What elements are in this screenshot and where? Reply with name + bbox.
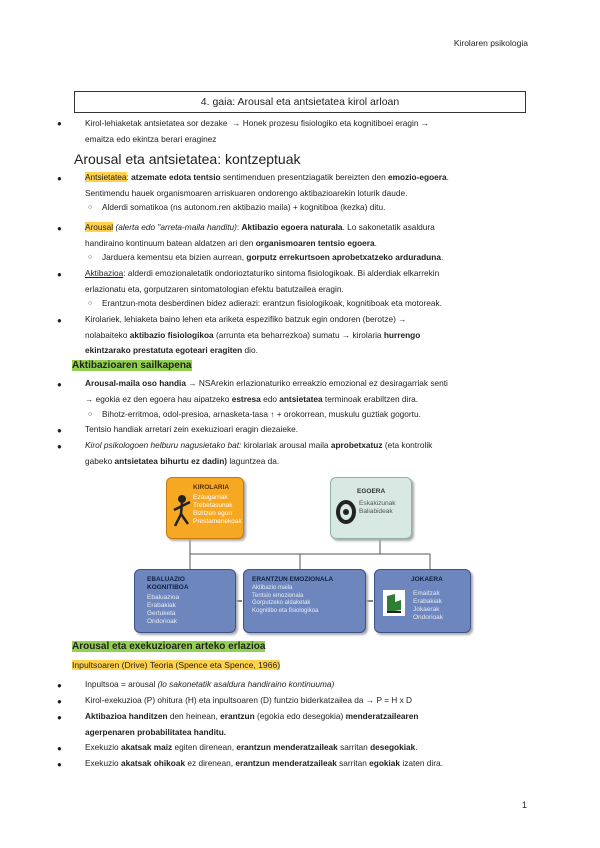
box-item: Ondorioak [147,618,177,625]
bold-text: Aktibazioa handitzen [85,711,168,721]
text: : alderdi emozionaletatik ondorioztaturiko sintoma fisiologikoak. Bi alderdiak elkarrekin [123,268,440,278]
box-items [413,590,443,622]
box-jokaera [374,569,471,633]
bullet: ● [57,316,62,325]
concept-kirolariek [85,312,530,359]
running-header: Kirolaren psikologia [453,38,528,48]
text: . Lo sakonetatik asaldura [342,222,435,232]
box-title: KIROLARIA [193,484,230,491]
box-items [147,594,179,626]
sub-item [102,250,528,266]
text: Kirolariek, lehiaketa baino lehen eta ariketa espezifiko batzuk egin ondoren (berotze) → [85,314,407,324]
box-item: Emaitzak [413,590,440,597]
bullet: ● [57,224,62,233]
box-title-line: EBALUAZIO [147,576,185,583]
intro-text: emaitza edo ekintza berari eraginez [85,133,217,144]
theory-heading: Inpultsoaren (Drive) Teoria (Spence eta Spence, 1966) [72,660,281,670]
concept-arousal [85,220,530,251]
italic-text: (lo sakonetatik asaldura handiraino kontinuuma) [157,679,335,689]
flag-icon [381,588,407,618]
box-item: Gertuketa [147,610,176,617]
box-item: Ezaugarriak [193,494,228,501]
term-arousal: Arousal [85,222,114,232]
text: izaten dira. [402,758,443,768]
text: (egokia edo desegokia) [257,711,344,721]
text: erlazionatu eta, gorputzaren sintomatologian efektu batutzailea eragin. [85,283,344,294]
italic-text: Kirol psikologoen helburu nagusietako bat: [85,440,242,450]
box-item: Trebetasunak [193,502,233,509]
athlete-icon [171,494,193,528]
bullet: ● [57,681,62,690]
bold-text: desegokiak [370,742,416,752]
sub-bullet: ○ [88,300,93,307]
bold-text: agerpenaren probabilitatea handitu. [85,726,227,737]
box-title: EGOERA [357,488,386,495]
bullet: ● [57,760,62,769]
box-items [252,585,318,615]
box-items [359,500,396,516]
text: sarritan [339,758,367,768]
box-title-line: KOGNITIBOA [147,584,189,591]
classif-item: Tentsio handiak arretari zein exekuzioari eragin diezaieke. [85,424,299,434]
text: Jarduera kementsu eta bizien aurrean, [102,252,245,262]
box-items [193,494,242,526]
bold-text: atzemate edota tentsio [131,172,221,182]
sub-bullet: ○ [88,254,93,261]
box-item: Tentsio emozionala [252,592,304,599]
text: nolabaiteko [85,329,128,340]
text: handiraino kontinuum batean aldatzen ari den [85,237,254,248]
text: : [126,172,129,182]
term-aktibazioa: Aktibazioa [85,268,124,278]
sub-bullet: ○ [88,204,93,211]
drive-item [85,709,530,740]
sub-bullet: ○ [88,411,93,418]
bold-text: akatsak ohikoak [120,758,186,768]
subsection-heading: Arousal eta exekuzioaren arteko erlazioa [72,641,266,652]
text: → NSArekin erlazionaturiko erreakzio emozional ez desiragarriak senti [188,378,448,388]
box-item: Eskakizunak [359,500,396,507]
bold-text: estresa [231,393,261,404]
box-kirolaria [166,477,244,539]
term-antsietatea: Antsietatea [85,172,127,182]
bold-text: akatsak maiz [120,742,173,752]
box-item: Ondorioak [413,614,443,621]
subsection-heading: Aktibazioaren sailkapena [72,360,192,371]
box-ebaluazio [134,569,236,633]
text: ez direnean, [187,758,234,768]
italic-text: (alerta edo "arreta-maila handitu) [115,222,237,232]
bold-text: ekintzarako prestatuta egoteari eragiten [85,345,243,355]
bold-text: antsietatea [279,393,323,404]
box-item: Kognitibo eta fisiologikoa [252,607,319,614]
box-item: Aktibazio maila [252,585,293,591]
intro-text: → Honek prozesu fisiologiko eta kognitiboei eragin → [232,118,430,128]
classif-item [85,438,530,469]
box-title [147,576,189,592]
bold-text: organismoaren tentsio egoera [255,237,375,248]
text: edo [263,393,277,404]
box-item: Prestamenekoak [193,518,242,525]
text: : [236,222,240,232]
bold-text: erantzun menderatzaileak [235,758,337,768]
box-item: Bizitzen egon [193,510,233,517]
concept-aktibazioa [85,266,530,297]
text: (eta kontrolik [384,440,433,450]
intro-text: Kirol-lehiaketak antsietatea sor dezake [85,118,228,128]
box-title: JOKAERA [411,576,443,583]
sub-item: Alderdi somatikoa (ns autonom.ren aktibazio maila) + kognitiboa (kezka) ditu. [102,202,386,212]
stress-model-diagram [130,471,475,634]
text: sarritan [340,742,368,752]
drive-item [85,677,530,693]
bold-text: Aktibazio egoera naturala [241,222,343,232]
box-item: Gorputzeko aldaketak [252,600,311,606]
bold-text: menderatzailearen [345,711,419,721]
bold-text: erantzun [220,711,255,721]
text: terminoak erabiltzen dira. [324,393,419,404]
box-item: Erabakiak [147,602,176,609]
sub-item: Bihotz-erritmoa, odol-presioa, arnasketa-tasa ↑ + orokorrean, muskulu guztiak gogortu. [102,409,421,419]
classif-item [85,376,530,407]
bold-text: erantzun menderatzaileak [236,742,338,752]
text: Sentimendu hauek organismoaren arriskuaren ondorengo aktibazioarekin loturik daude. [85,187,408,198]
text: . [446,172,449,182]
box-item: Ebaluazioa [147,594,180,601]
text: den heinean, [169,711,218,721]
drive-item [85,740,530,756]
box-item: Baliabideak [359,508,393,515]
page-title: 4. gaia: Arousal eta antsietatea kirol arloan [74,91,526,113]
bold-text: egokiak [369,758,401,768]
bold-text: emozio-egoera [388,172,447,182]
text: dio. [244,345,258,355]
drive-item [85,756,530,772]
bullet: ● [57,119,62,128]
text: egiten direnean, [174,742,235,752]
intro-paragraph [85,116,530,147]
text: sentimenduen presentziagatik bereizten den [222,172,386,182]
bold-text: gorputz errekurtsoen aprobetxatzeko arduraduna [246,252,441,262]
bullet: ● [57,442,62,451]
text: → egokia ez den egoera hau aipatzeko [85,393,230,404]
shield-icon [334,496,358,526]
text: (arrunta eta beharrezkoa) sumatu → kirolaria [215,329,382,340]
text: laguntzea da. [229,455,280,466]
text: . [415,742,418,752]
bullet: ● [57,713,62,722]
bold-text: antsietatea bihurtu ez dadin) [114,455,228,466]
box-item: Jokaerak [413,606,440,613]
text: gabeko [85,455,113,466]
bold-text: aktibazio fisiologikoa [129,329,214,340]
bold-text: hurrengo [383,329,421,340]
concept-antsietatea [85,170,530,201]
box-item: Erabakiak [413,598,442,605]
section-heading: Arousal eta antsietatea: kontzeptuak [74,151,301,167]
text: Inpultsoa = arousal [85,679,156,689]
box-egoera [330,477,412,539]
bullet: ● [57,426,62,435]
bullet: ● [57,270,62,279]
text: . [374,237,377,248]
bullet: ● [57,744,62,753]
box-erantzun [243,569,366,633]
bold-text: Arousal-maila oso handia [85,378,186,388]
text: kirolariak arousal maila [243,440,329,450]
text: . [440,252,444,262]
sub-item: Erantzun-mota desberdinen bidez adierazi: erantzun fisiologikoak, kognitiboak eta motoreak. [102,298,442,308]
bullet: ● [57,380,62,389]
bullet: ● [57,697,62,706]
bullet: ● [57,174,62,183]
drive-item: Kirol-exekuzioa (P) ohitura (H) eta inpultsoaren (D) funtzio biderkatzailea da → P = H x D [85,695,413,705]
box-title: ERANTZUN EMOZIONALA [252,576,334,583]
bold-text: aprobetxatuz [330,440,383,450]
text: Exekuzio [85,758,119,768]
page-number: 1 [521,800,527,810]
text: Exekuzio [85,742,119,752]
